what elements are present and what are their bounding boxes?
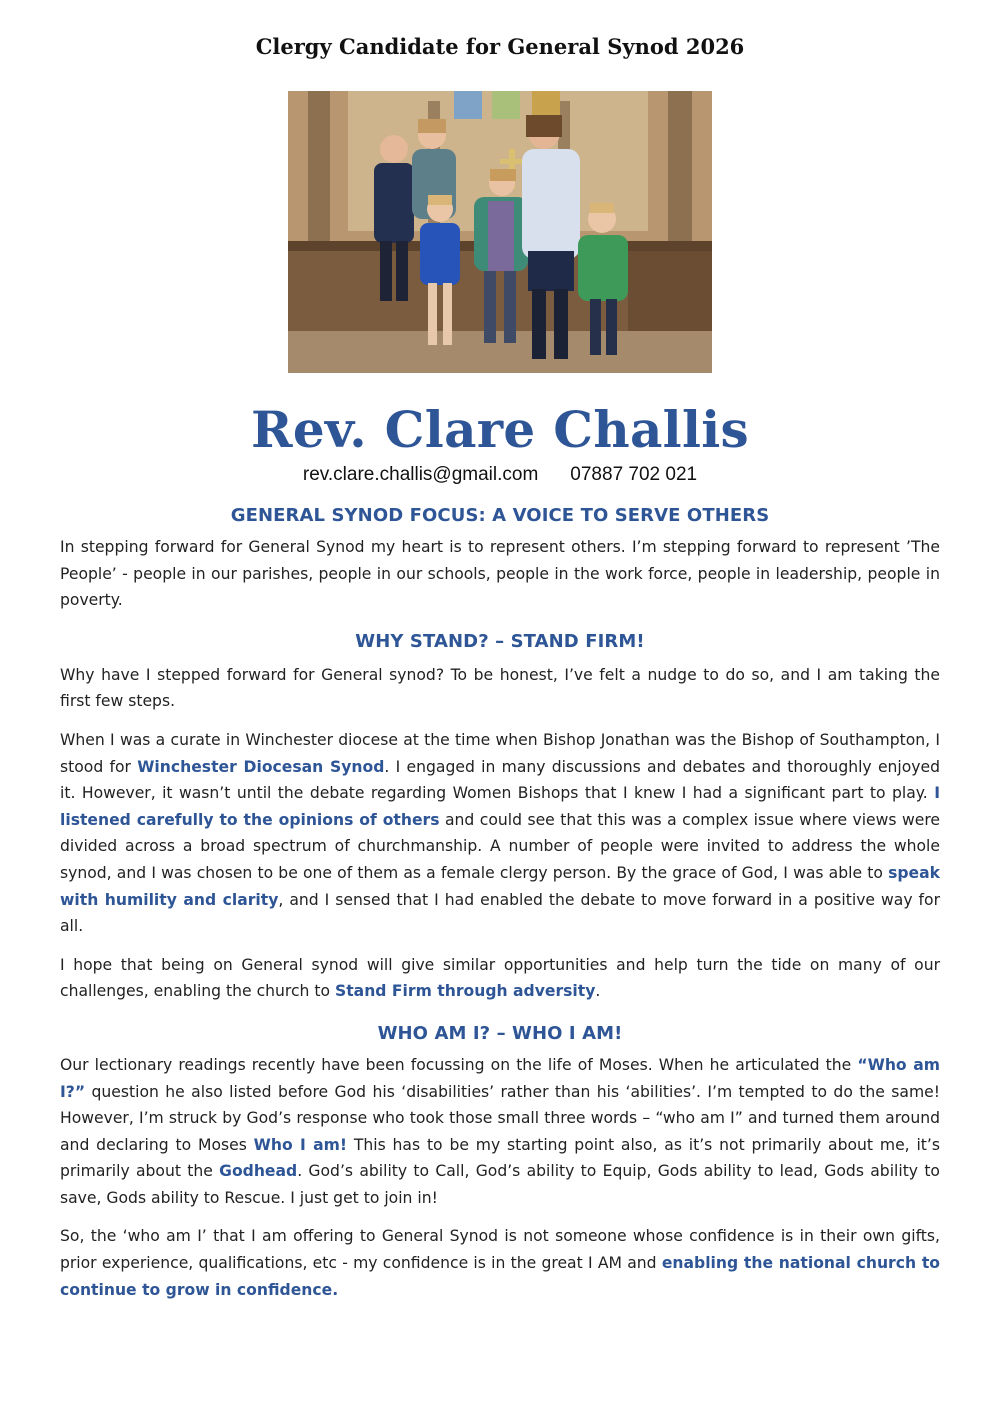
- highlight-text: Who I am!: [253, 1135, 347, 1154]
- page-header-title: Clergy Candidate for General Synod 2026: [255, 34, 745, 59]
- family-photo: [288, 91, 712, 373]
- text-run: So, the ‘who am I’ that I am offering to General Synod is not someone whose confidence is in their own gifts, prior experience, qualifications, etc - my confidence is in the great I AM and: [60, 1227, 940, 1273]
- contact-line: [0, 464, 1000, 486]
- who-paragraph-2: [60, 1223, 940, 1303]
- highlight-text: enabling the national church to continue to grow in confidence.: [60, 1254, 940, 1299]
- highlight-text: Stand Firm through adversity: [335, 982, 596, 1001]
- highlight-text: speak with humility and clarity: [60, 863, 940, 909]
- candidate-name: Rev. Clare Challis: [250, 400, 750, 459]
- why-paragraph-3: [60, 952, 940, 1005]
- text-run: question he also listed before God his ‘disabilities’ rather than his ‘abilities’. I’m tempted to do the same! However, I’m struck by God’s response who took those small three words – “who am I” and turned them around and declaring to Moses: [60, 1082, 940, 1154]
- section-heading-focus: GENERAL SYNOD FOCUS: A VOICE TO SERVE OTHERS: [230, 505, 770, 526]
- section-heading-who: WHO AM I? – WHO I AM!: [377, 1022, 623, 1044]
- text-run: . I engaged in many discussions and debates and thoroughly enjoyed it. However, it wasn’t until the debate regarding Women Bishops that I knew I had a significant part to play.: [60, 757, 941, 803]
- text-run: and could see that this was a complex issue where views were divided across a broad spectrum of churchmanship. A number of people were invited to address the whole synod, and I was chosen to be one of them as a female clergy person. By the grace of God, I was able to: [60, 810, 940, 882]
- highlight-text: Godhead: [219, 1162, 298, 1181]
- section-heading-why: WHY STAND? – STAND FIRM!: [355, 630, 645, 652]
- focus-paragraph: In stepping forward for General Synod my heart is to represent others. I’m stepping forward to represent ’The People’ - people in our parishes, people in our schools, people in the work force, people in leadership, people in poverty.: [60, 538, 940, 610]
- text-run: I hope that being on General synod will give similar opportunities and help turn the tide on many of our challenges, enabling the church to: [60, 955, 940, 1001]
- why-paragraph-2: [60, 727, 940, 940]
- why-paragraph-1: Why have I stepped forward for General synod? To be honest, I’ve felt a nudge to do so, and I am taking the first few steps.: [60, 665, 940, 711]
- text-run: This has to be my starting point also, as it’s not primarily about me, it’s primarily about the: [60, 1135, 940, 1181]
- highlight-text: Winchester Diocesan Synod: [137, 757, 385, 776]
- email-text: rev.clare.challis@gmail.com: [302, 464, 539, 485]
- text-run: .: [595, 982, 601, 1001]
- who-paragraph-1: [60, 1052, 940, 1212]
- phone-text: 07887 702 021: [570, 464, 698, 485]
- text-run: . God’s ability to Call, God’s ability to Equip, Gods ability to lead, Gods ability to save, Gods ability to Rescue. I just get to join in!: [60, 1162, 940, 1207]
- statement-body: [60, 500, 940, 1303]
- highlight-text: I listened carefully to the opinions of others: [60, 784, 940, 829]
- text-run: Our lectionary readings recently have been focussing on the life of Moses. When he articulated the: [60, 1055, 858, 1074]
- text-run: When I was a curate in Winchester diocese at the time when Bishop Jonathan was the Bishop of Southampton, I stood for: [60, 730, 940, 776]
- text-run: , and I sensed that I had enabled the debate to move forward in a positive way for all.: [60, 890, 940, 936]
- highlight-text: “Who am I?”: [60, 1055, 940, 1101]
